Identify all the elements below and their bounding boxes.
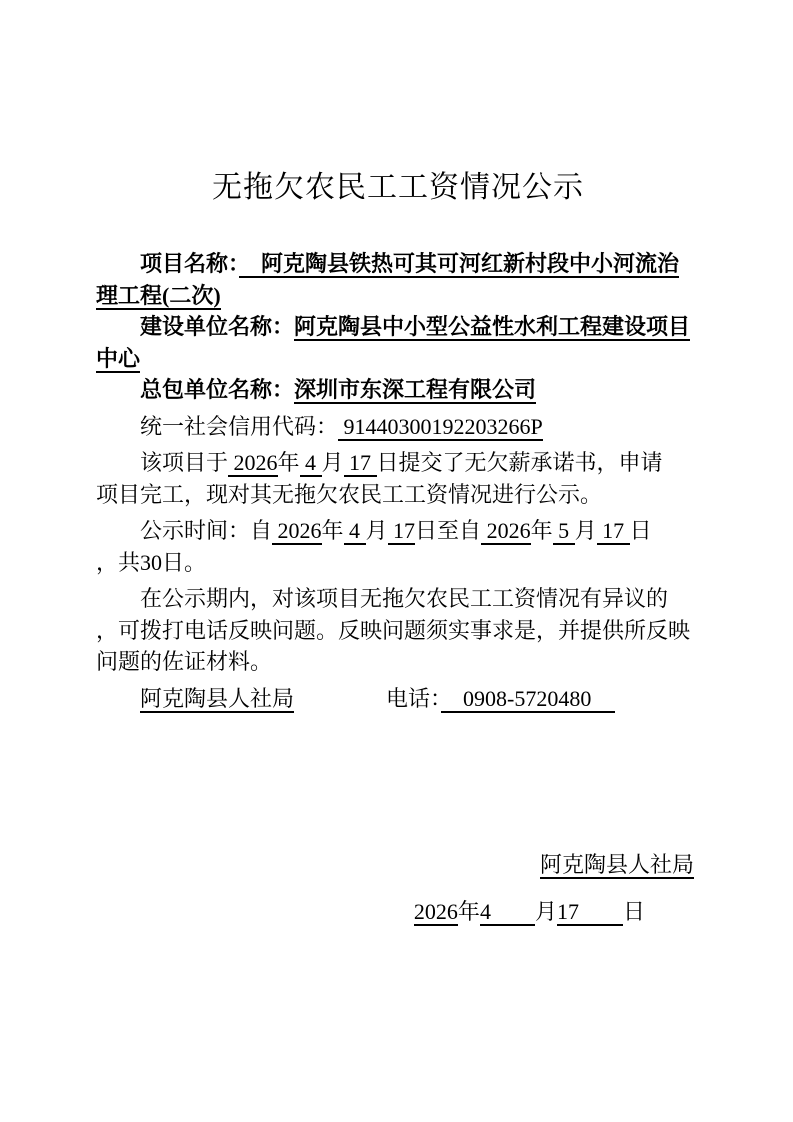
project-name-label: 项目名称：: [140, 251, 240, 276]
field-builder-line2: [96, 343, 700, 375]
field-project-name-line2: [96, 280, 700, 312]
project-name-blank: [239, 251, 261, 278]
notice-line3: 问题的佐证材料。: [96, 649, 273, 674]
signature-month-suffix: 月: [534, 898, 557, 924]
signature-agency: 阿克陶县人社局: [539, 852, 694, 877]
publicity-start-year: 2026: [272, 518, 322, 543]
commitment-month: 4: [299, 450, 322, 475]
contact-agency: 阿克陶县人社局: [140, 685, 295, 711]
commitment-line1: [96, 447, 700, 479]
signature-day-suffix: 日: [622, 898, 645, 924]
project-name-value-cont: 理工程(二次): [96, 282, 221, 308]
publicity-post: 日: [629, 518, 652, 543]
publicity-start-month: 4: [343, 518, 366, 543]
phone-value: 0908-5720480: [441, 686, 615, 713]
commitment-month-suffix: 月: [321, 450, 344, 475]
builder-value: 阿克陶县中小型公益性水利工程建设项目: [294, 314, 691, 339]
contractor-value: 深圳市东深工程有限公司: [294, 377, 537, 402]
signature-month: 4: [479, 898, 535, 924]
signature-year: 2026: [413, 898, 458, 924]
credit-code-value: 91440300192203266P: [338, 413, 543, 439]
publicity-pre: 公示时间：自: [140, 518, 273, 543]
notice-line2: ，可拨打电话反映问题。反映问题须实事求是，并提供所反映: [96, 617, 691, 643]
publicity-y2: 年: [530, 518, 553, 543]
commitment-day: 17: [343, 450, 377, 475]
publicity-end-day: 17: [596, 518, 630, 543]
field-project-name-line1: [96, 248, 700, 280]
commitment-year: 2026: [228, 450, 278, 475]
commitment-post: 日提交了无欠薪承诺书，申请: [376, 450, 663, 475]
signature-day: 17: [556, 898, 623, 924]
commitment-line2: 项目完工，现对其无拖欠农民工工资情况进行公示。: [96, 481, 603, 507]
publicity-m2: 月: [574, 518, 597, 543]
project-name-value: 阿克陶县铁热可其可河红新村段中小河流治: [261, 251, 680, 276]
publicity-start-day: 17: [387, 518, 416, 543]
publicity-mid: 日至自: [415, 518, 482, 543]
page-title: 无拖欠农民工工资情况公示: [212, 171, 584, 204]
credit-code-label: 统一社会信用代码：: [140, 413, 339, 439]
signature-date-line: [96, 896, 700, 928]
signature-agency-line: [96, 849, 700, 881]
publicity-end-month: 5: [552, 518, 575, 543]
contact-line: [96, 683, 700, 715]
builder-label: 建设单位名称：: [140, 314, 295, 339]
signature-year-suffix: 年: [457, 898, 480, 924]
field-builder-line1: [96, 311, 700, 343]
publicity-end-year: 2026: [481, 518, 531, 543]
commitment-year-suffix: 年: [277, 450, 300, 475]
notice-line1: 在公示期内，对该项目无拖欠农民工工资情况有异议的: [140, 586, 669, 611]
publicity-period-line2: ，共30日。: [96, 549, 207, 575]
commitment-pre: 该项目于: [140, 450, 229, 475]
publicity-y1: 年: [321, 518, 344, 543]
field-credit-code: [96, 411, 700, 443]
field-contractor: [96, 374, 700, 406]
publicity-m1: 月: [365, 518, 388, 543]
builder-value-cont: 中心: [96, 345, 141, 371]
publicity-period-line1: [96, 515, 700, 547]
contractor-label: 总包单位名称：: [140, 377, 295, 402]
phone-label: 电话：: [386, 685, 442, 711]
